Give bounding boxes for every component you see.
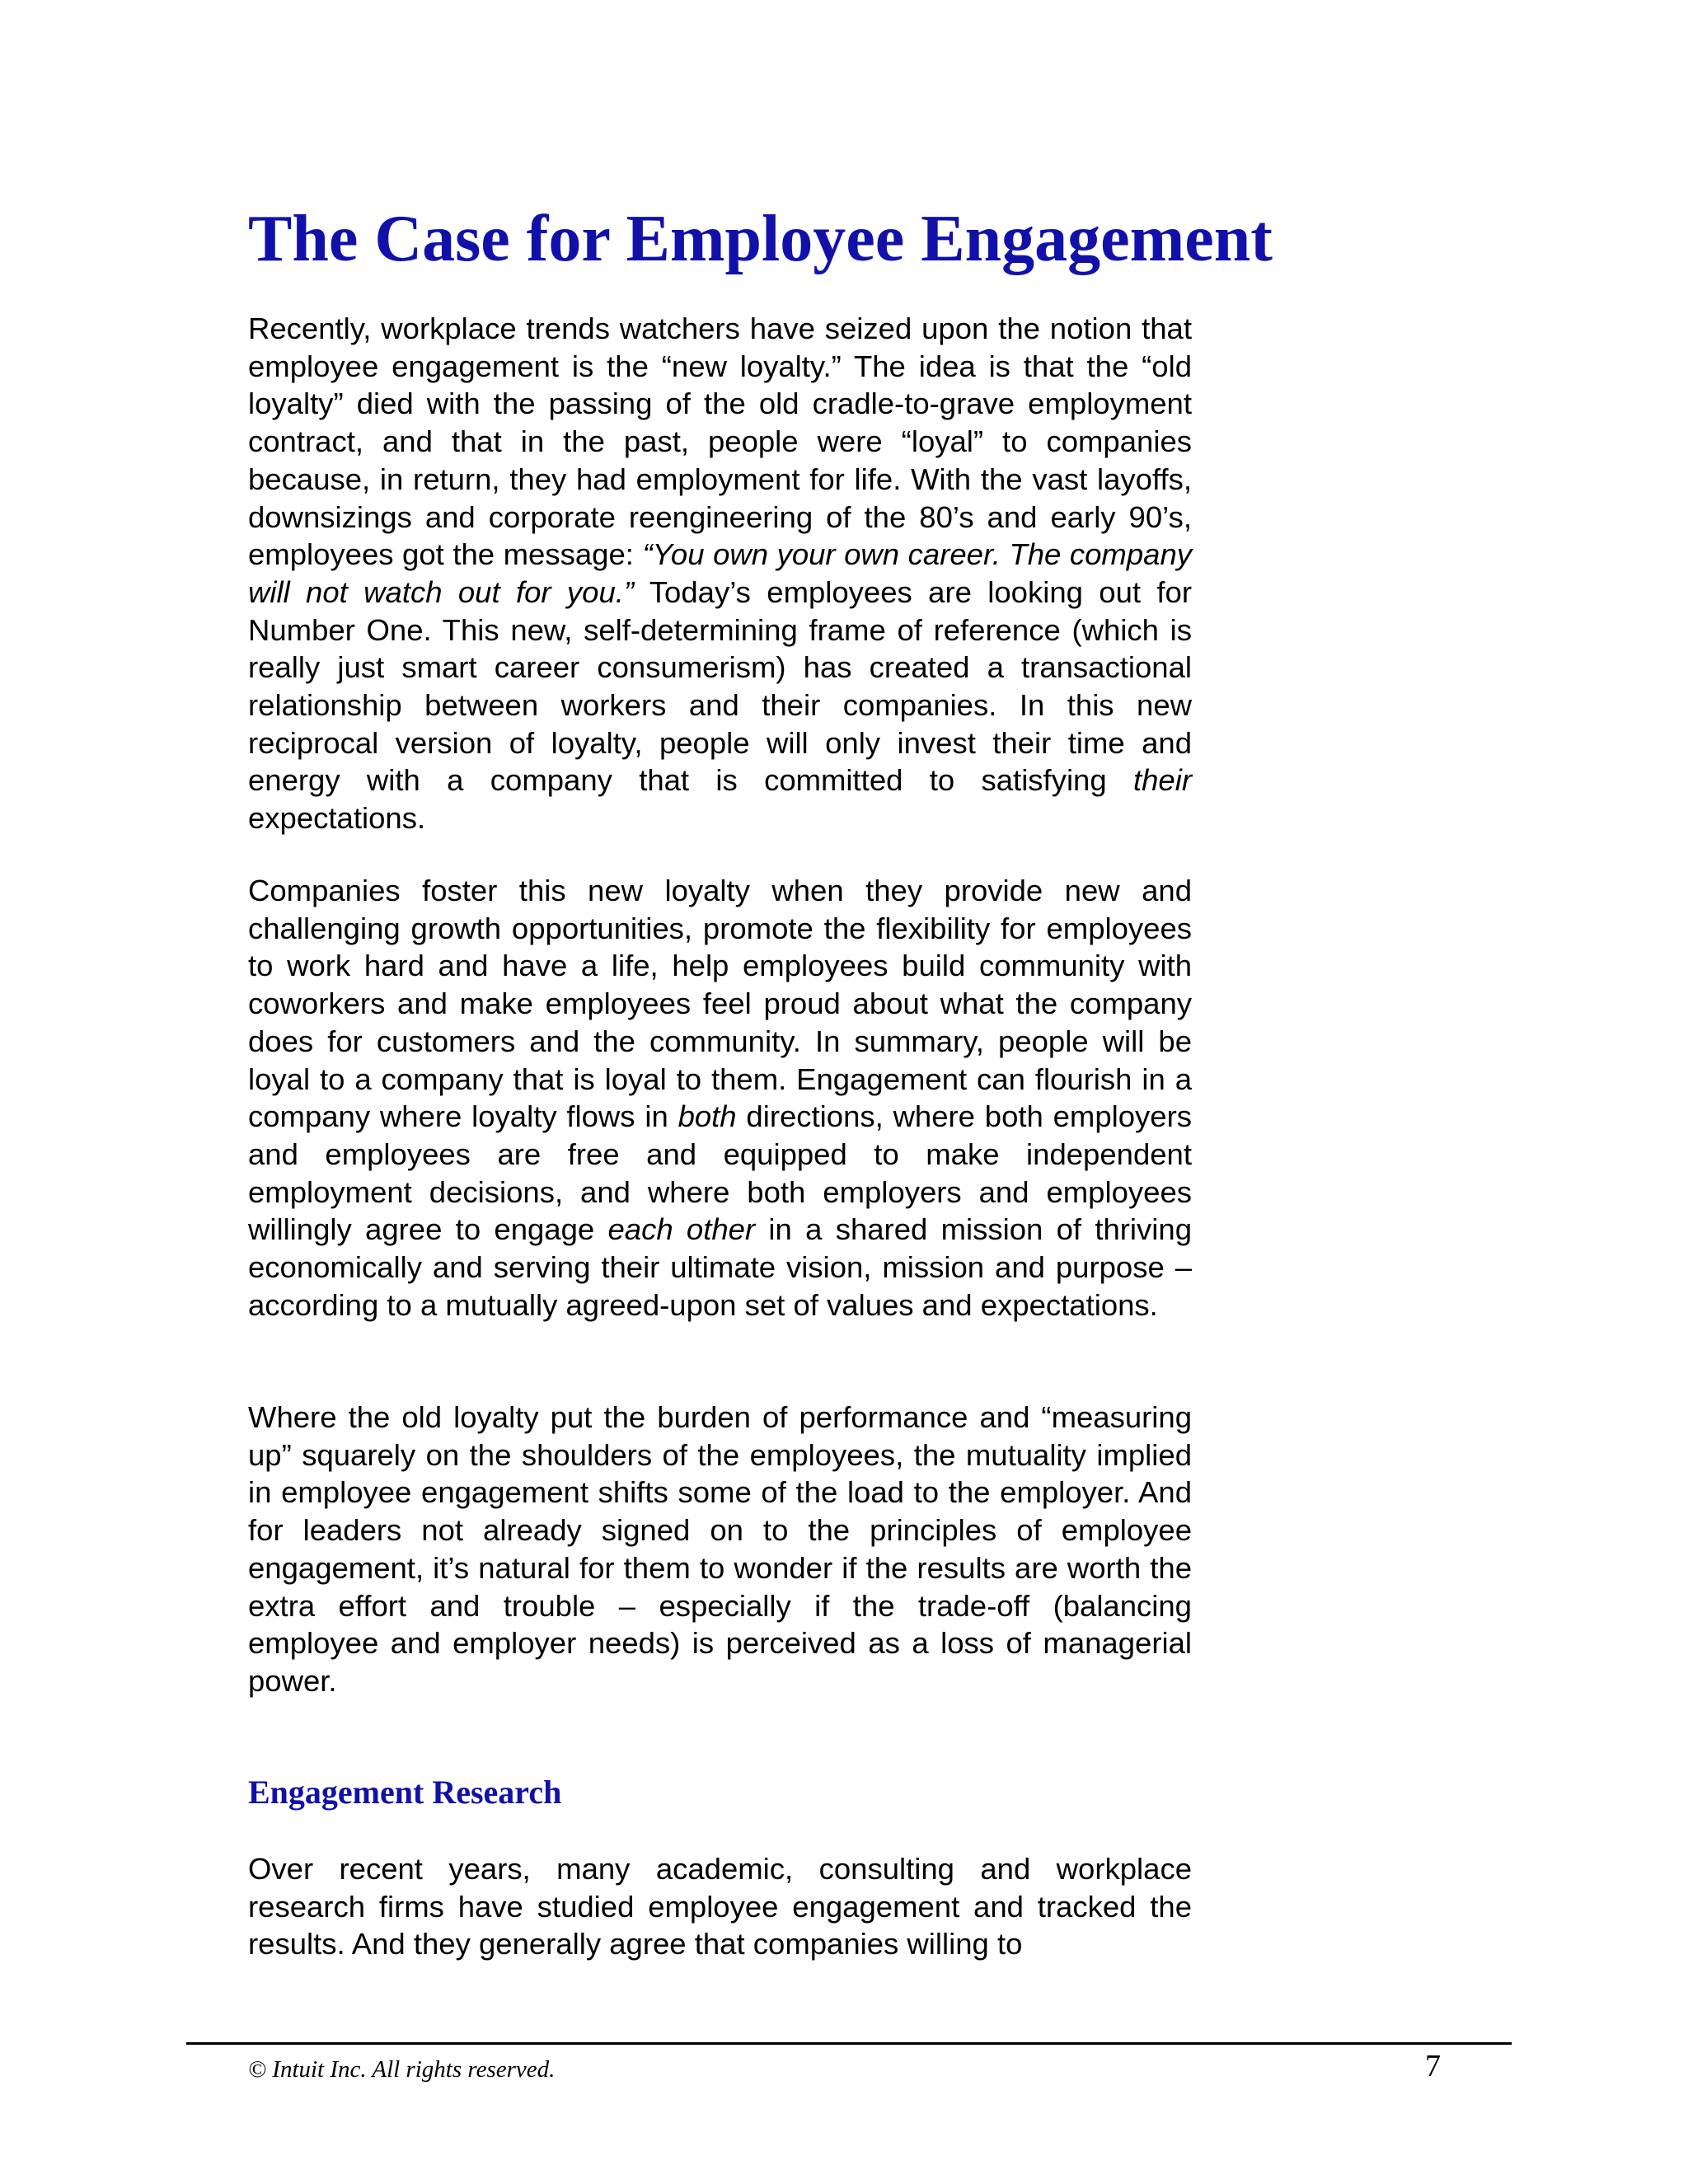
text-run: Companies foster this new loyalty when they provide new and challenging growth opportunities, promote the flexibility for employees to work hard and have a life, help employees build community with coworkers and make employees feel proud about what the company does for customers and the community. In summary, people will be loyal to a company that is loyal to them. Engagement can flourish in a company where loyalty flows in — [248, 874, 1192, 1134]
footer-copyright: © Intuit Inc. All rights reserved. — [248, 2056, 556, 2083]
text-run: Over recent years, many academic, consulting and workplace research firms have studied employee engagement and tracked the results. And they generally agree that companies willing to — [248, 1852, 1192, 1961]
text-run: Where the old loyalty put the burden of performance and “measuring up” squarely on the shoulders of the employees, the mutuality implied in employee engagement shifts some of the load to the employer. And for leaders not already signed on to the principles of employee engagement, it’s natural for them to wonder if the results are worth the extra effort and trouble – especially if the trade-off (balancing employee and employer needs) is perceived as a loss of managerial power. — [248, 1400, 1192, 1698]
text-run: Today’s employees are looking out for Number One. This new, self-determining frame of reference (which is really just smart career consumerism) has created a transactional relationship between workers and their companies. In this new reciprocal version of loyalty, people will only invest their time and energy with a company that is committed to satisfying — [248, 574, 1192, 798]
emphasized-text: each other — [607, 1212, 756, 1247]
text-run: in a shared mission of thriving economically and serving their ultimate vision, mission and purpose – according to a mutually agreed-upon set of values and expectations. — [248, 1212, 1193, 1322]
page-title: The Case for Employee Engagement — [248, 203, 1273, 275]
body-paragraph — [248, 872, 1192, 1324]
emphasized-text: both — [678, 1099, 737, 1134]
body-paragraph — [248, 1399, 1192, 1700]
emphasized-text: their — [1132, 763, 1192, 798]
section-heading: Engagement Research — [248, 1774, 562, 1811]
text-run: Recently, workplace trends watchers have seized upon the notion that employee engagement is the “new loyalty.” The idea is that the “old loyalty” died with the passing of the old cradle-to-grave employment contract, and that in the past, people were “loyal” to companies because, in return, they had employment for life. With the vast layoffs, downsizings and corporate reengineering of the 80’s and early 90’s, employees got the message: — [248, 312, 1192, 572]
body-paragraph — [248, 1850, 1192, 1963]
page-number: 7 — [1425, 2049, 1441, 2083]
text-run: expectations. — [248, 801, 426, 836]
footer-divider — [186, 2042, 1512, 2045]
text-run: directions, where both employers and employees are free and equipped to make independent employment decisions, and where both employers and employees willingly agree to engage — [248, 1099, 1192, 1247]
body-paragraph — [248, 310, 1192, 837]
emphasized-text: “You own your own career. The company will not watch out for you.” — [248, 537, 1192, 609]
